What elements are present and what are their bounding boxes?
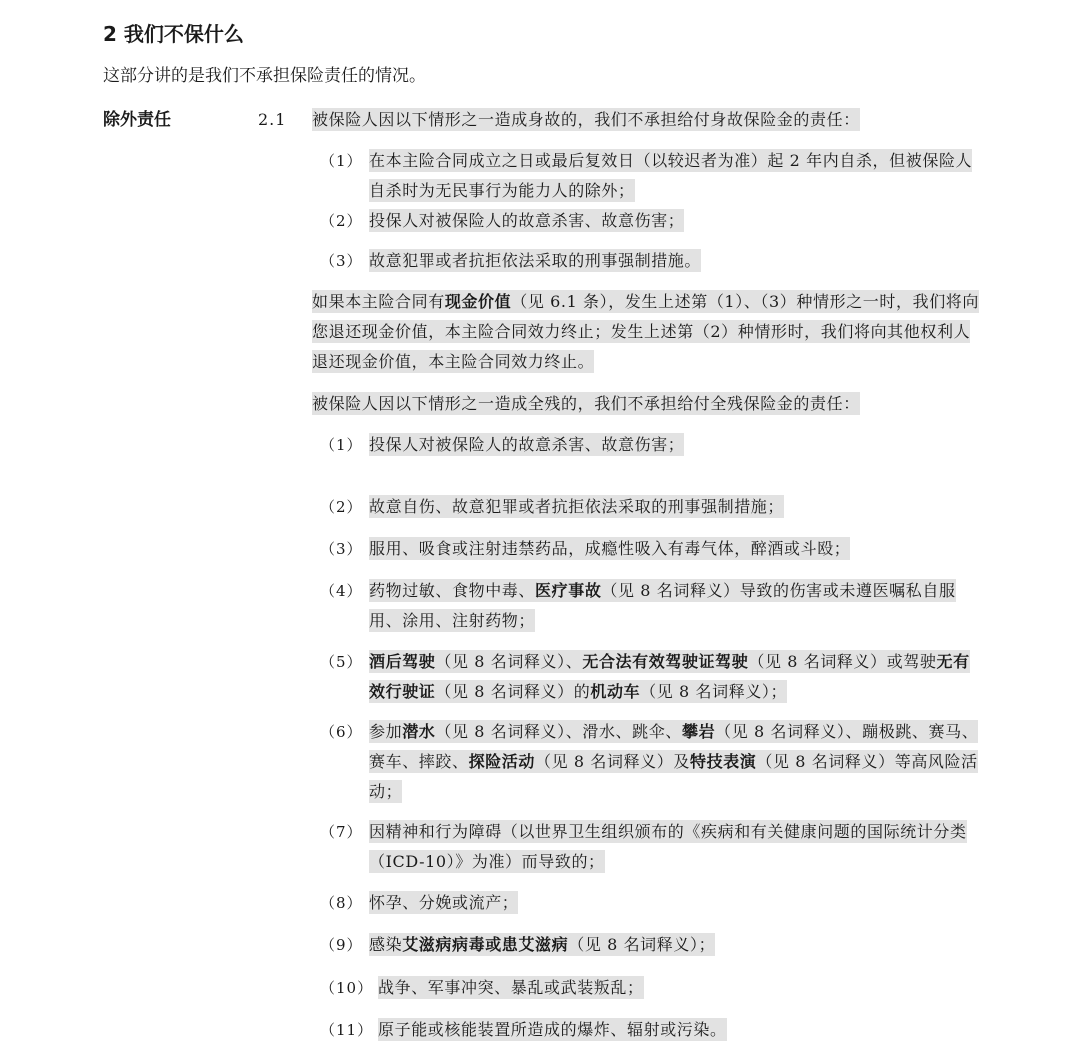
term-drunk-driving: 酒后驾驶 bbox=[369, 652, 436, 671]
disability-item: 药物过敏、食物中毒、医疗事故（见 8 名词释义）导致的伤害或未遵医嘱私自服用、涂用、注射药物； bbox=[369, 581, 956, 630]
disability-item: 怀孕、分娩或流产； bbox=[369, 893, 519, 912]
disability-item-number: （1） bbox=[320, 436, 363, 454]
term-rock-climbing: 攀岩 bbox=[681, 722, 716, 741]
disability-item-number: （9） bbox=[320, 936, 363, 954]
clause-number: 2.1 bbox=[258, 110, 287, 129]
disability-item-number: （4） bbox=[320, 582, 363, 600]
term-adventure-activity: 探险活动 bbox=[468, 752, 536, 771]
disability-item: 因精神和行为障碍（以世界卫生组织颁布的《疾病和有关健康问题的国际统计分类（ICD-10）》为准）而导致的； bbox=[369, 822, 967, 871]
term-diving: 潜水 bbox=[402, 722, 436, 741]
disability-item-number: （2） bbox=[320, 498, 363, 516]
death-item: 故意犯罪或者抗拒依法采取的刑事强制措施。 bbox=[369, 251, 702, 270]
death-item-number: （1） bbox=[320, 152, 363, 170]
term-stunt-performance: 特技表演 bbox=[689, 752, 757, 771]
term-cash-value: 现金价值 bbox=[444, 292, 512, 311]
disability-item: 故意自伤、故意犯罪或者抗拒依法采取的刑事强制措施； bbox=[369, 497, 785, 516]
exclusion-label: 除外责任 bbox=[103, 110, 171, 130]
term-medical-accident: 医疗事故 bbox=[535, 581, 602, 600]
cash-value-paragraph: 如果本主险合同有现金价值（见 6.1 条），发生上述第（1）、（3）种情形之一时，我们将向您退还现金价值，本主险合同效力终止；发生上述第（2）种情形时，我们将向其他权利人退还现金价值，本主险合同效力终止。 bbox=[312, 292, 979, 371]
disability-item-number: （5） bbox=[320, 653, 363, 671]
disability-item: 投保人对被保险人的故意杀害、故意伤害； bbox=[369, 435, 685, 454]
death-item: 投保人对被保险人的故意杀害、故意伤害； bbox=[369, 211, 685, 230]
disability-item-number: （7） bbox=[320, 823, 363, 841]
term-no-license-driving: 无合法有效驾驶证驾驶 bbox=[582, 652, 749, 671]
section-title: 2 我们不保什么 bbox=[103, 22, 244, 46]
disability-item: 参加潜水（见 8 名词释义）、滑水、跳伞、攀岩（见 8 名词释义）、蹦极跳、赛马、赛车、摔跤、探险活动（见 8 名词释义）及特技表演（见 8 名词释义）等高风险活动； bbox=[369, 722, 979, 801]
disability-item-number: （6） bbox=[320, 723, 363, 741]
disability-item: 战争、军事冲突、暴乱或武装叛乱； bbox=[378, 978, 644, 997]
section-intro: 这部分讲的是我们不承担保险责任的情况。 bbox=[103, 66, 426, 86]
term-no-vehicle-license: 无有效行驶证 bbox=[369, 652, 970, 701]
disability-item: 感染艾滋病病毒或患艾滋病（见 8 名词释义）； bbox=[369, 935, 716, 954]
disability-exclusion-intro: 被保险人因以下情形之一造成全残的，我们不承担给付全残保险金的责任： bbox=[312, 394, 860, 413]
death-item: 在本主险合同成立之日或最后复效日（以较迟者为准）起 2 年内自杀，但被保险人自杀时为无民事行为能力人的除外； bbox=[369, 151, 973, 200]
disability-item: 原子能或核能装置所造成的爆炸、辐射或污染。 bbox=[378, 1020, 727, 1039]
disability-item: 服用、吸食或注射违禁药品，成瘾性吸入有毒气体，醉酒或斗殴； bbox=[369, 539, 851, 558]
death-exclusion-intro: 被保险人因以下情形之一造成身故的，我们不承担给付身故保险金的责任： bbox=[312, 110, 860, 129]
death-item-number: （2） bbox=[320, 212, 363, 230]
term-aids: 艾滋病病毒或患艾滋病 bbox=[402, 935, 569, 954]
disability-item-number: （3） bbox=[320, 540, 363, 558]
disability-item-number: （11） bbox=[320, 1021, 374, 1039]
term-motor-vehicle: 机动车 bbox=[590, 682, 641, 701]
disability-item-number: （8） bbox=[320, 894, 363, 912]
disability-item: 酒后驾驶（见 8 名词释义）、无合法有效驾驶证驾驶（见 8 名词释义）或驾驶无有效行驶证（见 8 名词释义）的机动车（见 8 名词释义）； bbox=[369, 652, 970, 701]
death-item-number: （3） bbox=[320, 252, 363, 270]
disability-item-number: （10） bbox=[320, 979, 374, 997]
